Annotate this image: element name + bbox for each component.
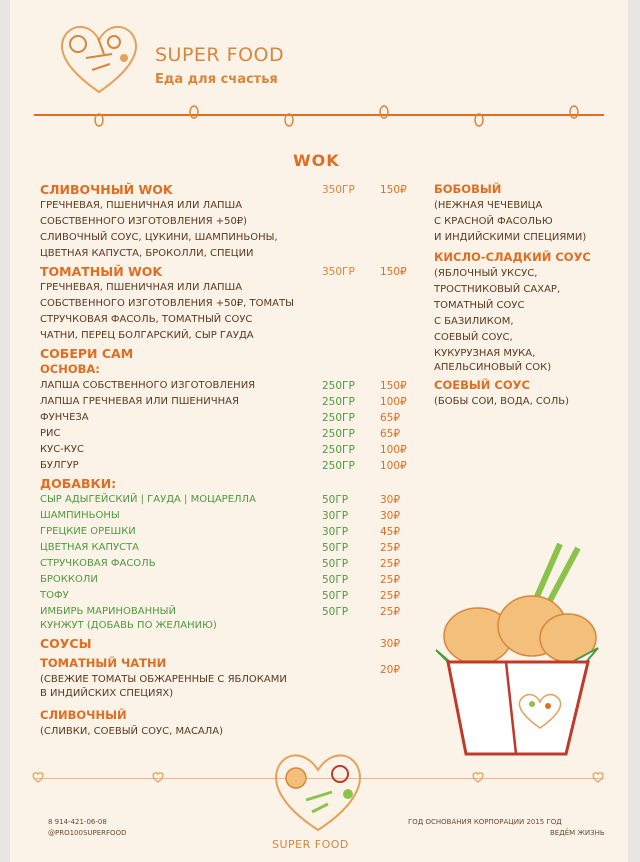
base-item-weight: 250ГР	[322, 444, 355, 456]
addon-name: ТОФУ	[40, 590, 69, 601]
addon-price: 45₽	[380, 526, 401, 538]
right-sauce-desc: (ЯБЛОЧНЫЙ УКСУС,	[434, 268, 538, 279]
base-item-name: КУС-КУС	[40, 444, 84, 455]
item-creamy-wok-weight: 350ГР	[322, 184, 355, 196]
right-sauce-name: БОБОВЫЙ	[434, 182, 502, 196]
brand-block	[155, 44, 284, 87]
item-tomato-wok-desc: СОБСТВЕННОГО ИЗГОТОВЛЕНИЯ +50₽, ТОМАТЫ	[40, 298, 294, 309]
item-tomato-wok-desc: ЧАТНИ, ПЕРЕЦ БОЛГАРСКИЙ, СЫР ГАУДА	[40, 330, 254, 341]
right-sauce-name: СОЕВЫЙ СОУС	[434, 378, 530, 392]
sauce-desc: (СЛИВКИ, СОЕВЫЙ СОУС, МАСАЛА)	[40, 726, 224, 737]
base-item-name: РИС	[40, 428, 61, 439]
item-creamy-wok-name: СЛИВОЧНЫЙ WOK	[40, 182, 173, 197]
addon-weight: 50ГР	[322, 494, 349, 506]
item-tomato-wok-desc: ГРЕЧНЕВАЯ, ПШЕНИЧНАЯ ИЛИ ЛАПША	[40, 282, 243, 293]
addon-price: 25₽	[380, 606, 401, 618]
sauces-price: 30₽	[380, 638, 401, 650]
base-item-price: 100₽	[380, 444, 407, 456]
item-tomato-wok-desc: СТРУЧКОВАЯ ФАСОЛЬ, ТОМАТНЫЙ СОУС	[40, 314, 253, 325]
addon-name: ГРЕЦКИЕ ОРЕШКИ	[40, 526, 136, 537]
sauce-name: СЛИВОЧНЫЙ	[40, 708, 127, 722]
addon-weight: 30ГР	[322, 510, 349, 522]
addon-price: 25₽	[380, 590, 401, 602]
right-sauce-desc: И ИНДИЙСКИМИ СПЕЦИЯМИ)	[434, 232, 587, 243]
addon-name: ИМБИРЬ МАРИНОВАННЫЙ	[40, 606, 176, 617]
base-title: ОСНОВА:	[40, 362, 100, 376]
footer-note: ГОД ОСНОВАНИЯ КОРПОРАЦИИ 2015 ГОД	[408, 818, 562, 826]
base-item-price: 65₽	[380, 412, 401, 424]
addon-weight: 50ГР	[322, 574, 349, 586]
sauces-title: СОУСЫ	[40, 636, 92, 651]
right-sauce-desc: ТРОСТНИКОВЫЙ САХАР,	[434, 284, 561, 295]
item-tomato-wok-name: ТОМАТНЫЙ WOK	[40, 264, 163, 279]
base-item-weight: 250ГР	[322, 428, 355, 440]
brand-tagline: Еда для счастья	[155, 72, 278, 87]
addon-name: ШАМПИНЬОНЫ	[40, 510, 120, 521]
base-item-name: ЛАПША ГРЕЧНЕВАЯ ИЛИ ПШЕНИЧНАЯ	[40, 396, 239, 407]
base-item-weight: 250ГР	[322, 396, 355, 408]
right-sauce-desc: АПЕЛЬСИНОВЫЙ СОК)	[434, 362, 552, 373]
addon-weight: 30ГР	[322, 526, 349, 538]
addon-price: 25₽	[380, 574, 401, 586]
addon-price: 30₽	[380, 510, 401, 522]
item-tomato-wok-weight: 350ГР	[322, 266, 355, 278]
addon-name: ЦВЕТНАЯ КАПУСТА	[40, 542, 140, 553]
right-sauce-desc: СОЕВЫЙ СОУС,	[434, 332, 513, 343]
brand-name: SUPER FOOD	[155, 44, 285, 66]
noodle-box-illustration	[420, 538, 610, 760]
item-tomato-wok-price: 150₽	[380, 266, 407, 278]
addon-price: 25₽	[380, 558, 401, 570]
phone-text: 8 914-421-06-08	[48, 818, 107, 826]
right-sauce-name: КИСЛО-СЛАДКИЙ СОУС	[434, 250, 591, 264]
menu-page	[10, 0, 628, 862]
base-item-weight: 250ГР	[322, 380, 355, 392]
footer-heart-logo	[266, 744, 370, 836]
addon-price: 25₽	[380, 542, 401, 554]
base-item-price: 100₽	[380, 460, 407, 472]
social-text: @PRO100SUPERFOOD	[48, 829, 127, 837]
heart-logo	[54, 18, 144, 98]
section-title: WOK	[293, 151, 340, 170]
base-item-name: ЛАПША СОБСТВЕННОГО ИЗГОТОВЛЕНИЯ	[40, 380, 256, 391]
item-creamy-wok-desc: СОБСТВЕННОГО ИЗГОТОВЛЕНИЯ +50₽)	[40, 216, 248, 227]
item-creamy-wok-desc: СЛИВОЧНЫЙ СОУС, ЦУКИНИ, ШАМПИНЬОНЫ,	[40, 232, 278, 243]
addon-weight: 50ГР	[322, 590, 349, 602]
addon-name: СТРУЧКОВАЯ ФАСОЛЬ	[40, 558, 156, 569]
addon-name: БРОККОЛИ	[40, 574, 98, 585]
addon-weight: 50ГР	[322, 606, 349, 618]
addon-weight: 50ГР	[322, 558, 349, 570]
base-item-weight: 250ГР	[322, 460, 355, 472]
build-title: СОБЕРИ САМ	[40, 346, 134, 361]
ornament-row	[34, 104, 604, 134]
right-sauce-desc: ТОМАТНЫЙ СОУС	[434, 300, 525, 311]
item-creamy-wok-desc: ЦВЕТНАЯ КАПУСТА, БРОКОЛЛИ, СПЕЦИИ	[40, 248, 254, 259]
base-item-name: ФУНЧЕЗА	[40, 412, 89, 423]
right-sauce-desc: С БАЗИЛИКОМ,	[434, 316, 514, 327]
base-item-name: БУЛГУР	[40, 460, 79, 471]
base-item-price: 100₽	[380, 396, 407, 408]
sauce-price: 20₽	[380, 664, 401, 676]
item-creamy-wok-desc: ГРЕЧНЕВАЯ, ПШЕНИЧНАЯ ИЛИ ЛАПША	[40, 200, 243, 211]
footer-note: ВЕДЁМ ЖИЗНЬ	[550, 829, 605, 837]
right-sauce-desc: (НЕЖНАЯ ЧЕЧЕВИЦА	[434, 200, 543, 211]
base-item-weight: 250ГР	[322, 412, 355, 424]
right-sauce-desc: (БОБЫ СОИ, ВОДА, СОЛЬ)	[434, 396, 570, 407]
addon-price: 30₽	[380, 494, 401, 506]
right-sauce-desc: С КРАСНОЙ ФАСОЛЬЮ	[434, 216, 553, 227]
base-item-price: 65₽	[380, 428, 401, 440]
right-sauce-desc: КУКУРУЗНАЯ МУКА,	[434, 348, 536, 359]
item-creamy-wok-price: 150₽	[380, 184, 407, 196]
addon-name: СЫР АДЫГЕЙСКИЙ | ГАУДА | МОЦАРЕЛЛА	[40, 494, 256, 505]
sauce-desc: (СВЕЖИЕ ТОМАТЫ ОБЖАРЕННЫЕ С ЯБЛОКАМИ	[40, 674, 287, 685]
addon-name: КУНЖУТ (ДОБАВЬ ПО ЖЕЛАНИЮ)	[40, 620, 217, 631]
sauce-desc: В ИНДИЙСКИХ СПЕЦИЯХ)	[40, 688, 174, 699]
footer-brand: SUPER FOOD	[272, 838, 349, 851]
addons-title: ДОБАВКИ:	[40, 476, 117, 491]
sauce-name: ТОМАТНЫЙ ЧАТНИ	[40, 656, 167, 670]
addon-weight: 50ГР	[322, 542, 349, 554]
base-item-price: 150₽	[380, 380, 407, 392]
